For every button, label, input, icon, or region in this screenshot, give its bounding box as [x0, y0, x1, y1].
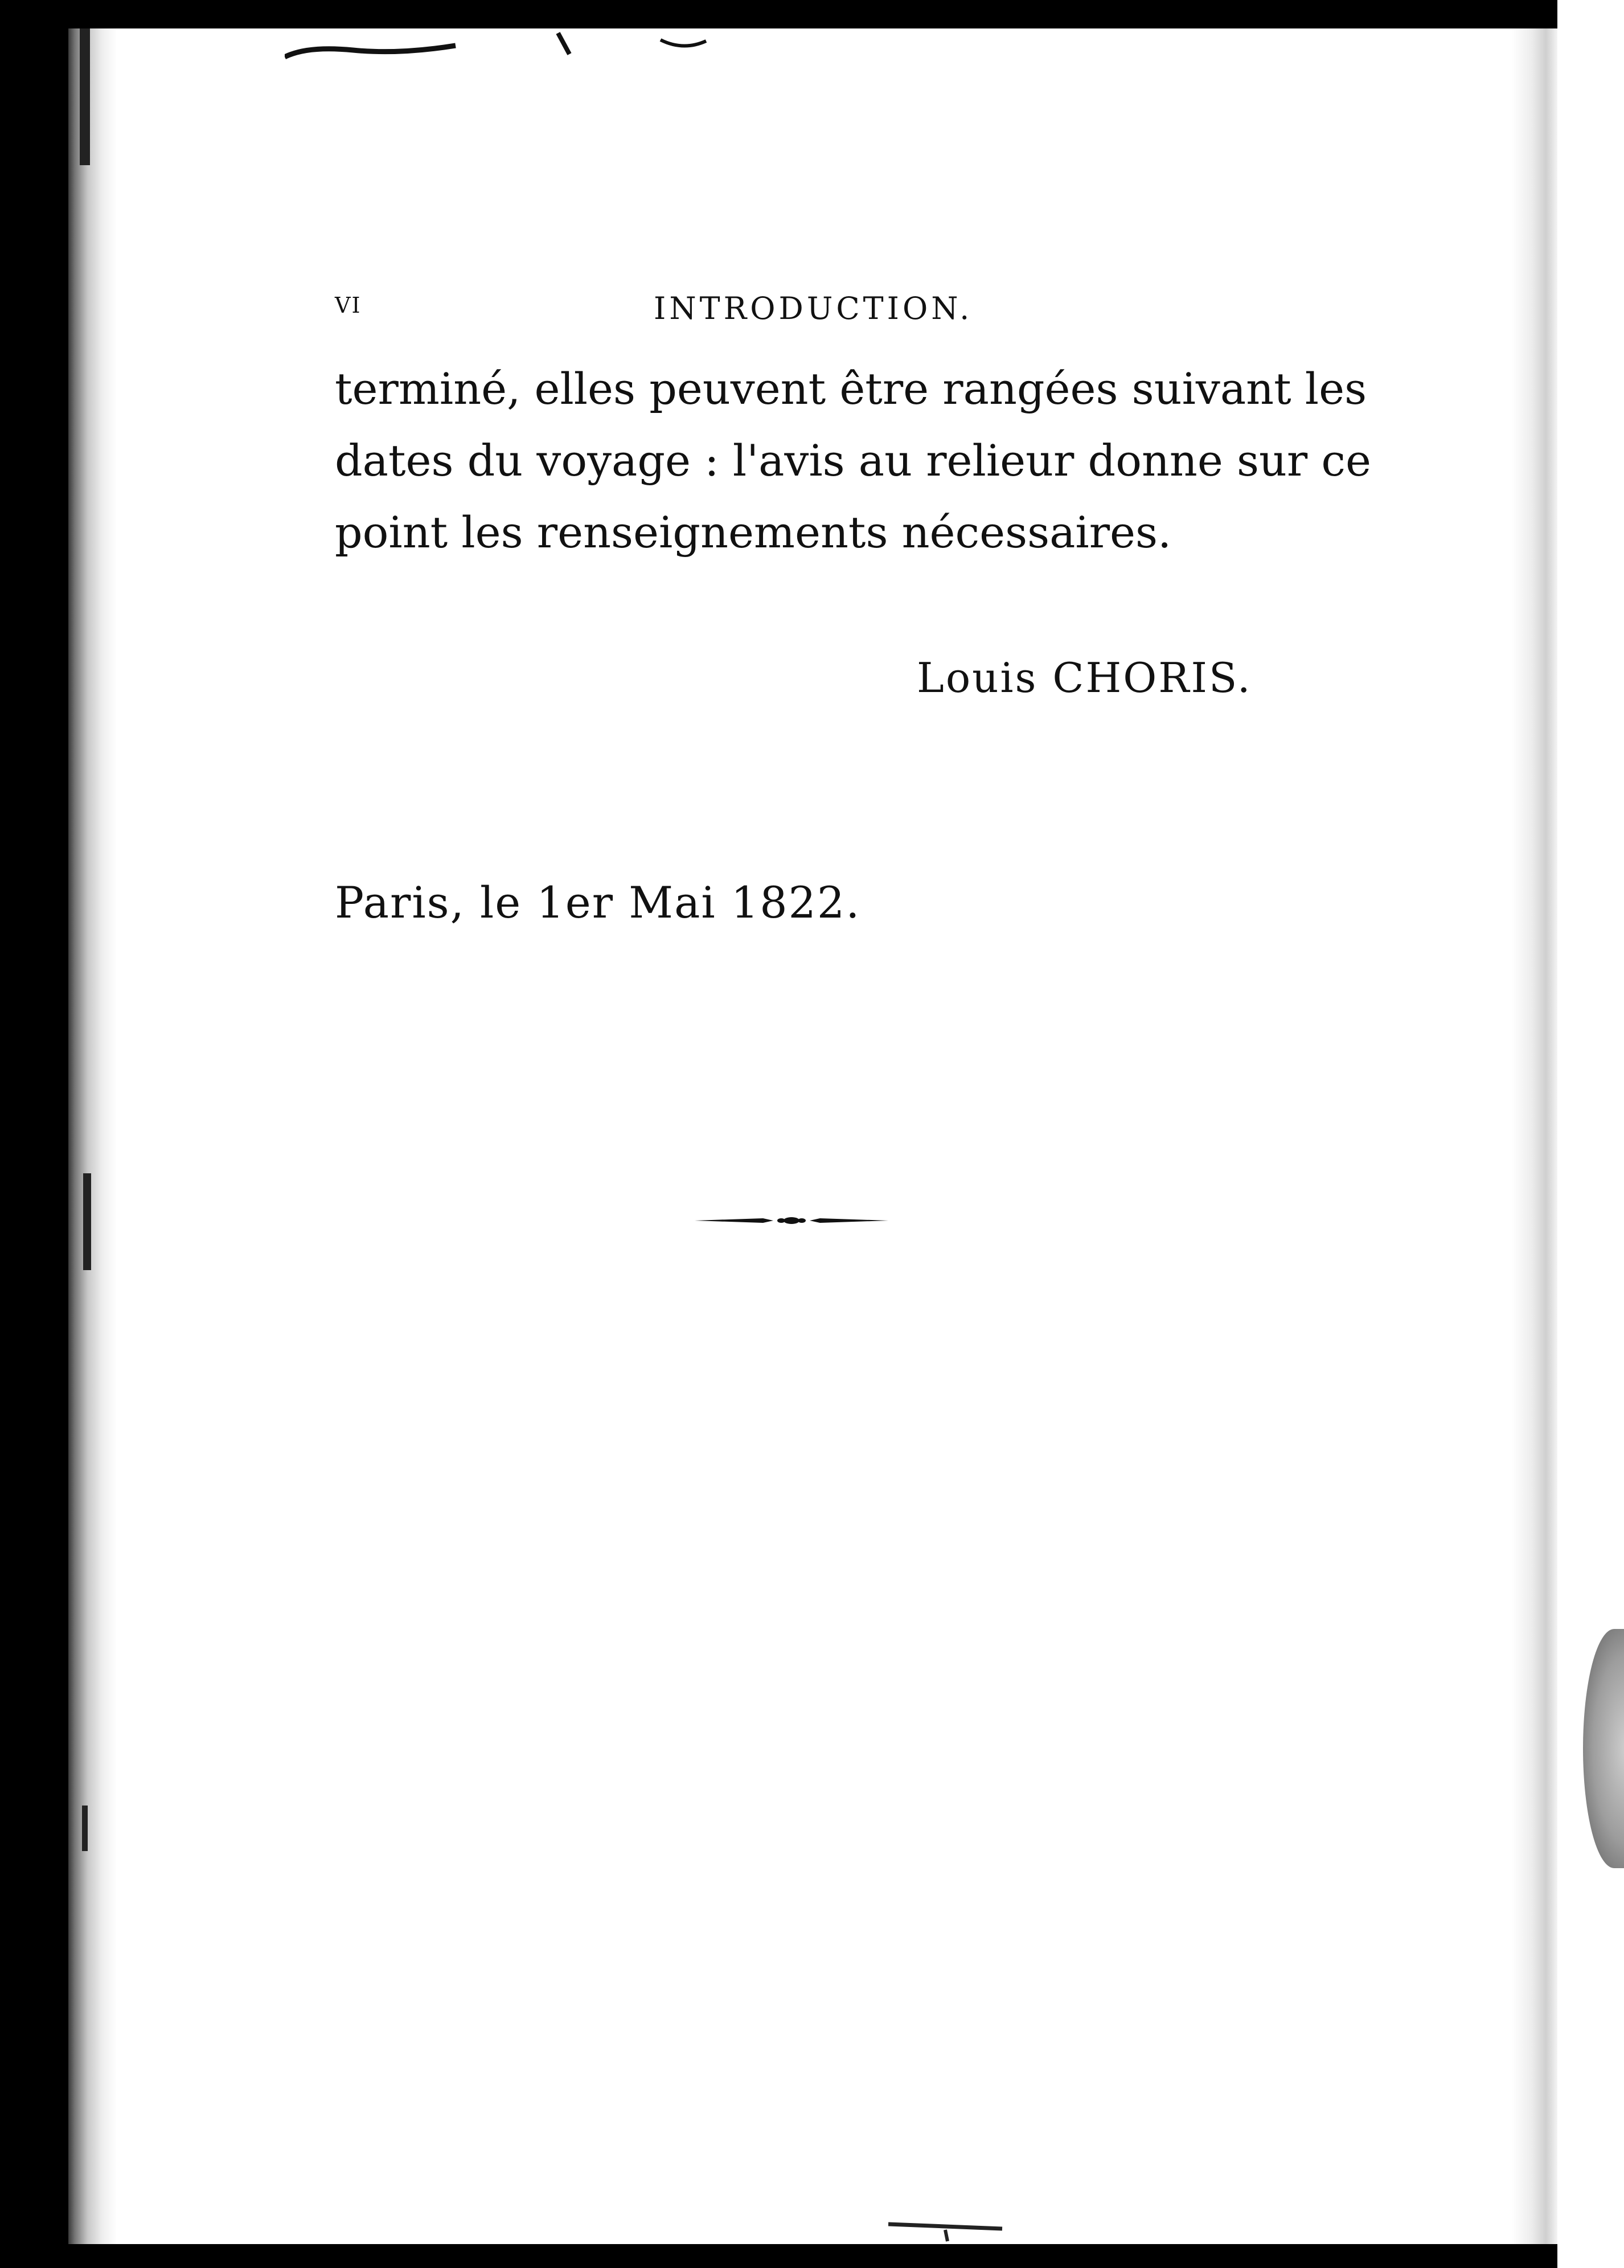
- body-line: dates du voyage : l'avis au relieur donne sur ce: [335, 435, 1371, 486]
- running-head-title: INTRODUCTION.: [654, 290, 973, 326]
- body-line: terminé, elles peuvent être rangées suivant les: [335, 363, 1367, 414]
- adjacent-page-edge: [1557, 0, 1624, 2268]
- page-fold-shadow: [1512, 28, 1557, 2244]
- tailpiece-ornament: [695, 1212, 888, 1229]
- dateline: Paris, le 1er Mai 1822.: [335, 877, 861, 928]
- running-head: [335, 290, 1246, 330]
- bottom-edge-mark: [888, 2218, 1014, 2244]
- top-edge-mark: [285, 28, 717, 63]
- author-signature: Louis CHORIS.: [917, 654, 1252, 702]
- body-paragraph: [335, 353, 1371, 568]
- body-line: point les renseignements nécessaires.: [335, 507, 1172, 558]
- page-number: VI: [335, 293, 362, 318]
- binding-gutter: [68, 28, 117, 2244]
